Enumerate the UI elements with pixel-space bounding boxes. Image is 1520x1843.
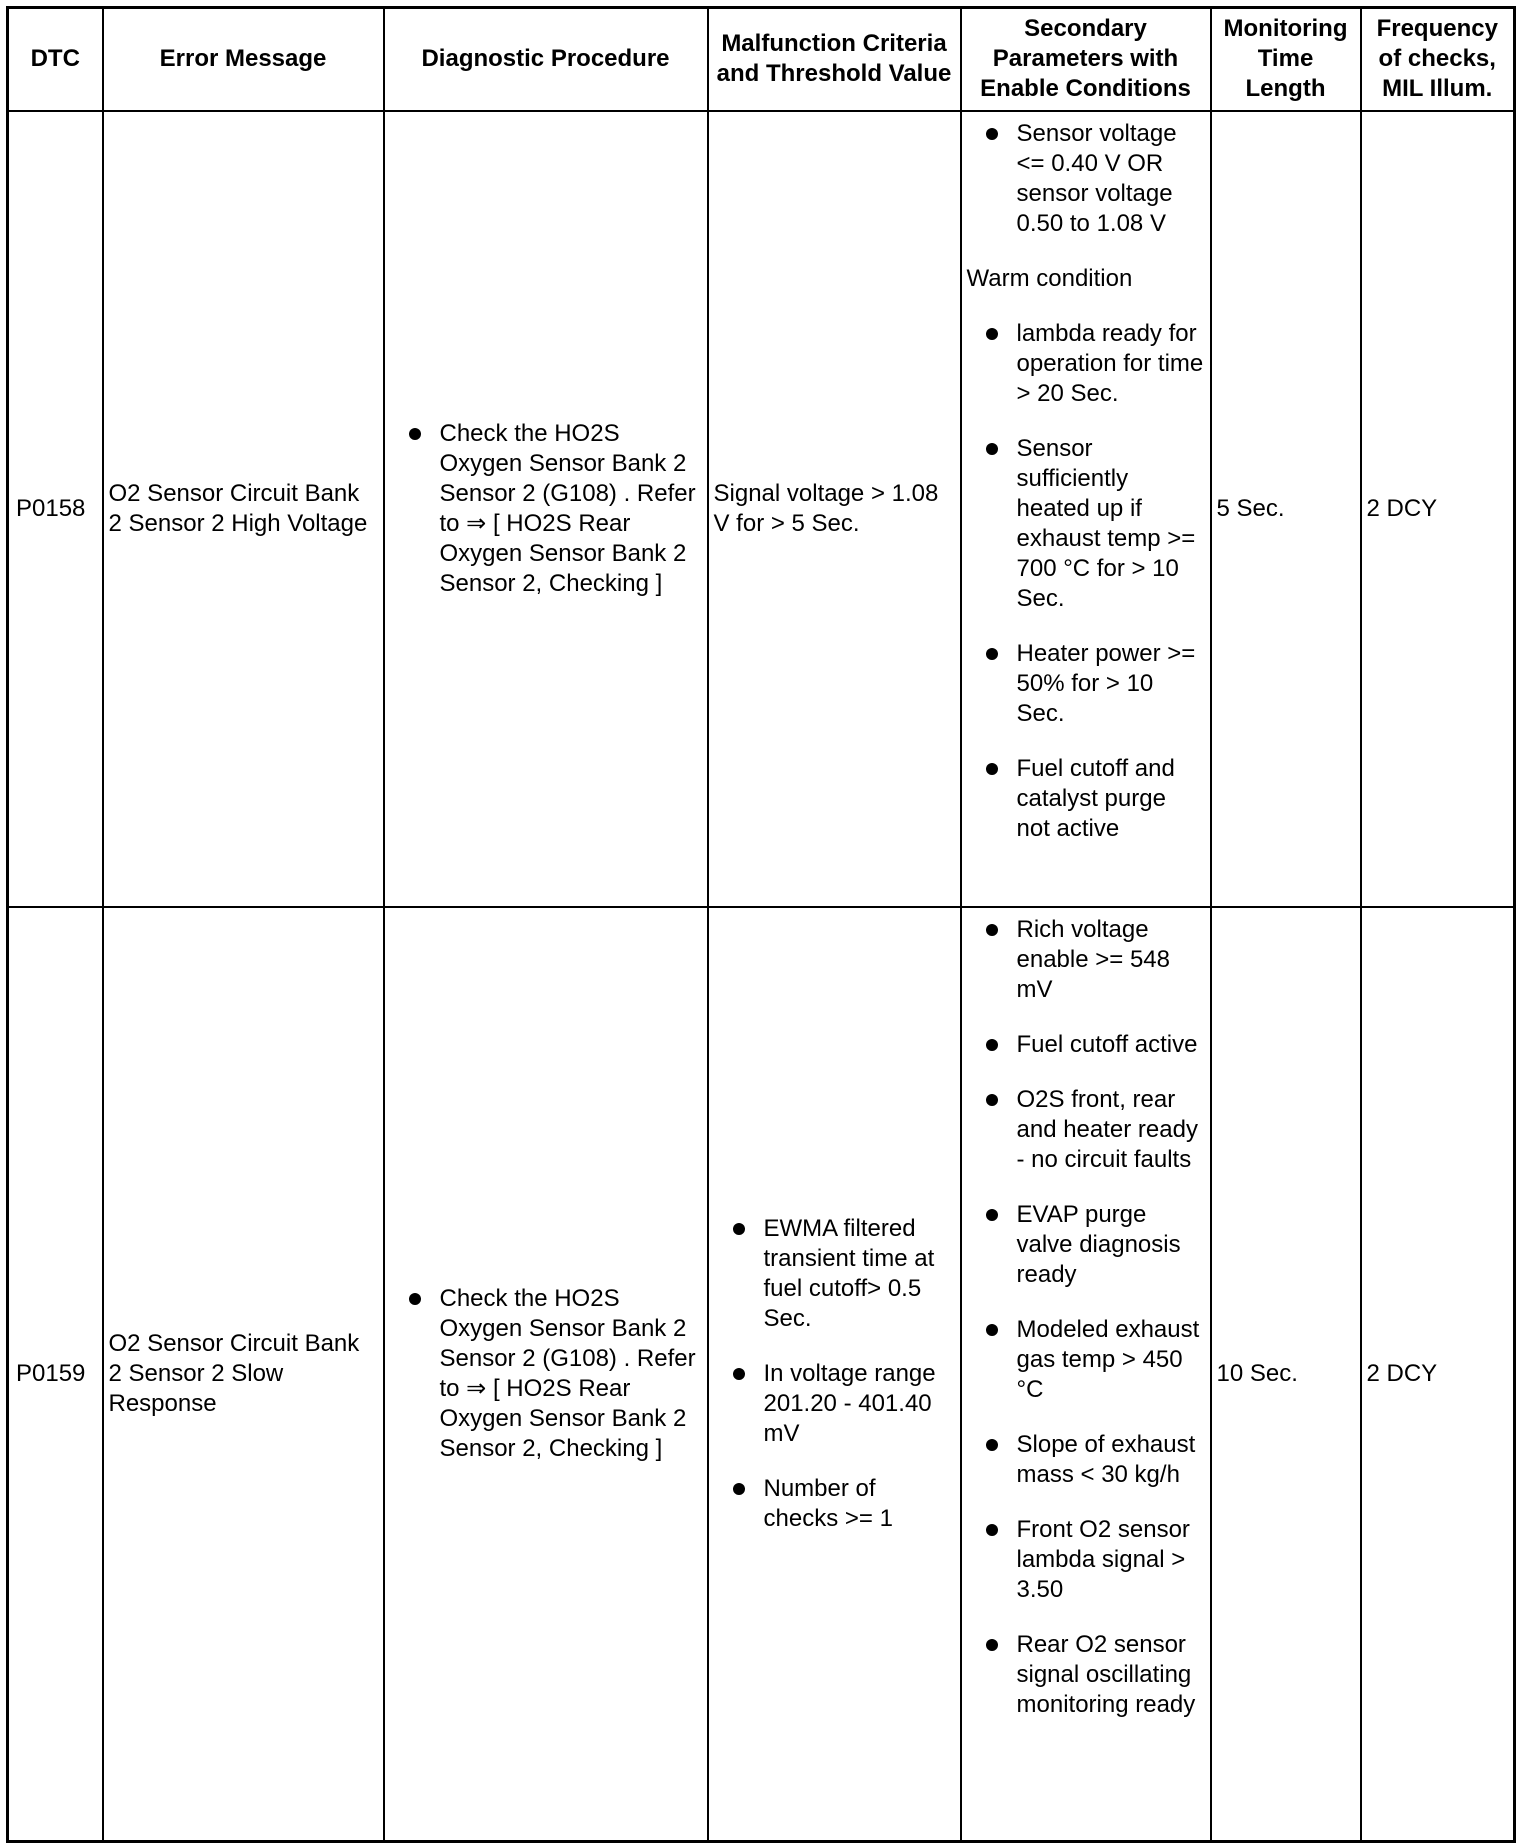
error-message: O2 Sensor Circuit Bank 2 Sensor 2 Slow Response: [103, 907, 384, 1842]
warm-condition-heading: Warm condition: [966, 264, 1133, 292]
malfunction-criteria: Signal voltage > 1.08 V for > 5 Sec.: [708, 111, 961, 907]
list-item: Sensor voltage <= 0.40 V OR sensor voltage 0.50 to 1.08 V: [967, 119, 1205, 239]
list-item: Rich voltage enable >= 548 mV: [967, 915, 1205, 1005]
list-item: Fuel cutoff and catalyst purge not active: [967, 754, 1205, 844]
list-item: Check the HO2S Oxygen Sensor Bank 2 Sensor 2 (G108) . Refer to ⇒ [ HO2S Rear Oxygen Sensor Bank 2 Sensor 2, Checking ]: [390, 1284, 702, 1464]
list-item: lambda ready for operation for time > 20 Sec.: [967, 319, 1205, 409]
list-item: Heater power >= 50% for > 10 Sec.: [967, 639, 1205, 729]
dtc-code: P0159: [8, 907, 103, 1842]
header-row: [8, 8, 1515, 111]
header-dtc: DTC: [8, 8, 103, 111]
frequency: 2 DCY: [1361, 907, 1515, 1842]
list-item: EVAP purge valve diagnosis ready: [967, 1200, 1205, 1290]
dtc-table: [6, 6, 1516, 1843]
monitoring-time: 10 Sec.: [1211, 907, 1361, 1842]
dtc-document: [6, 6, 1516, 1843]
table-header: [8, 8, 1515, 111]
table-row: [8, 907, 1515, 1842]
dtc-code: P0158: [8, 111, 103, 907]
malfunction-criteria: [708, 907, 961, 1842]
list-item: EWMA filtered transient time at fuel cutoff> 0.5 Sec.: [714, 1214, 955, 1334]
list-item: Modeled exhaust gas temp > 450 °C: [967, 1315, 1205, 1405]
monitoring-time: 5 Sec.: [1211, 111, 1361, 907]
header-error-message: Error Message: [103, 8, 384, 111]
procedure-list: [390, 1284, 702, 1464]
secondary-list: [967, 319, 1205, 844]
list-item: Number of checks >= 1: [714, 1474, 955, 1534]
header-diagnostic-procedure: Diagnostic Procedure: [384, 8, 708, 111]
criteria-list: [714, 1214, 955, 1534]
secondary-parameters: [961, 907, 1211, 1842]
header-frequency: Frequency of checks, MIL Illum.: [1361, 8, 1515, 111]
list-item: Fuel cutoff active: [967, 1030, 1205, 1060]
secondary-parameters: [961, 111, 1211, 907]
list-item: Slope of exhaust mass < 30 kg/h: [967, 1430, 1205, 1490]
list-item: Rear O2 sensor signal oscillating monitoring ready: [967, 1630, 1205, 1720]
table-row: [8, 111, 1515, 907]
procedure-list: [390, 419, 702, 599]
secondary-list: [967, 915, 1205, 1720]
secondary-list: [967, 119, 1205, 239]
header-secondary-parameters: Secondary Parameters with Enable Conditions: [961, 8, 1211, 111]
frequency: 2 DCY: [1361, 111, 1515, 907]
list-item: O2S front, rear and heater ready - no circuit faults: [967, 1085, 1205, 1175]
list-item: Sensor sufficiently heated up if exhaust temp >= 700 °C for > 10 Sec.: [967, 434, 1205, 614]
diagnostic-procedure: [384, 111, 708, 907]
list-item: In voltage range 201.20 - 401.40 mV: [714, 1359, 955, 1449]
error-message: O2 Sensor Circuit Bank 2 Sensor 2 High Voltage: [103, 111, 384, 907]
header-malfunction-criteria: Malfunction Criteria and Threshold Value: [708, 8, 961, 111]
diagnostic-procedure: [384, 907, 708, 1842]
list-item: Front O2 sensor lambda signal > 3.50: [967, 1515, 1205, 1605]
header-monitoring-time: Monitoring Time Length: [1211, 8, 1361, 111]
list-item: Check the HO2S Oxygen Sensor Bank 2 Sensor 2 (G108) . Refer to ⇒ [ HO2S Rear Oxygen Sensor Bank 2 Sensor 2, Checking ]: [390, 419, 702, 599]
